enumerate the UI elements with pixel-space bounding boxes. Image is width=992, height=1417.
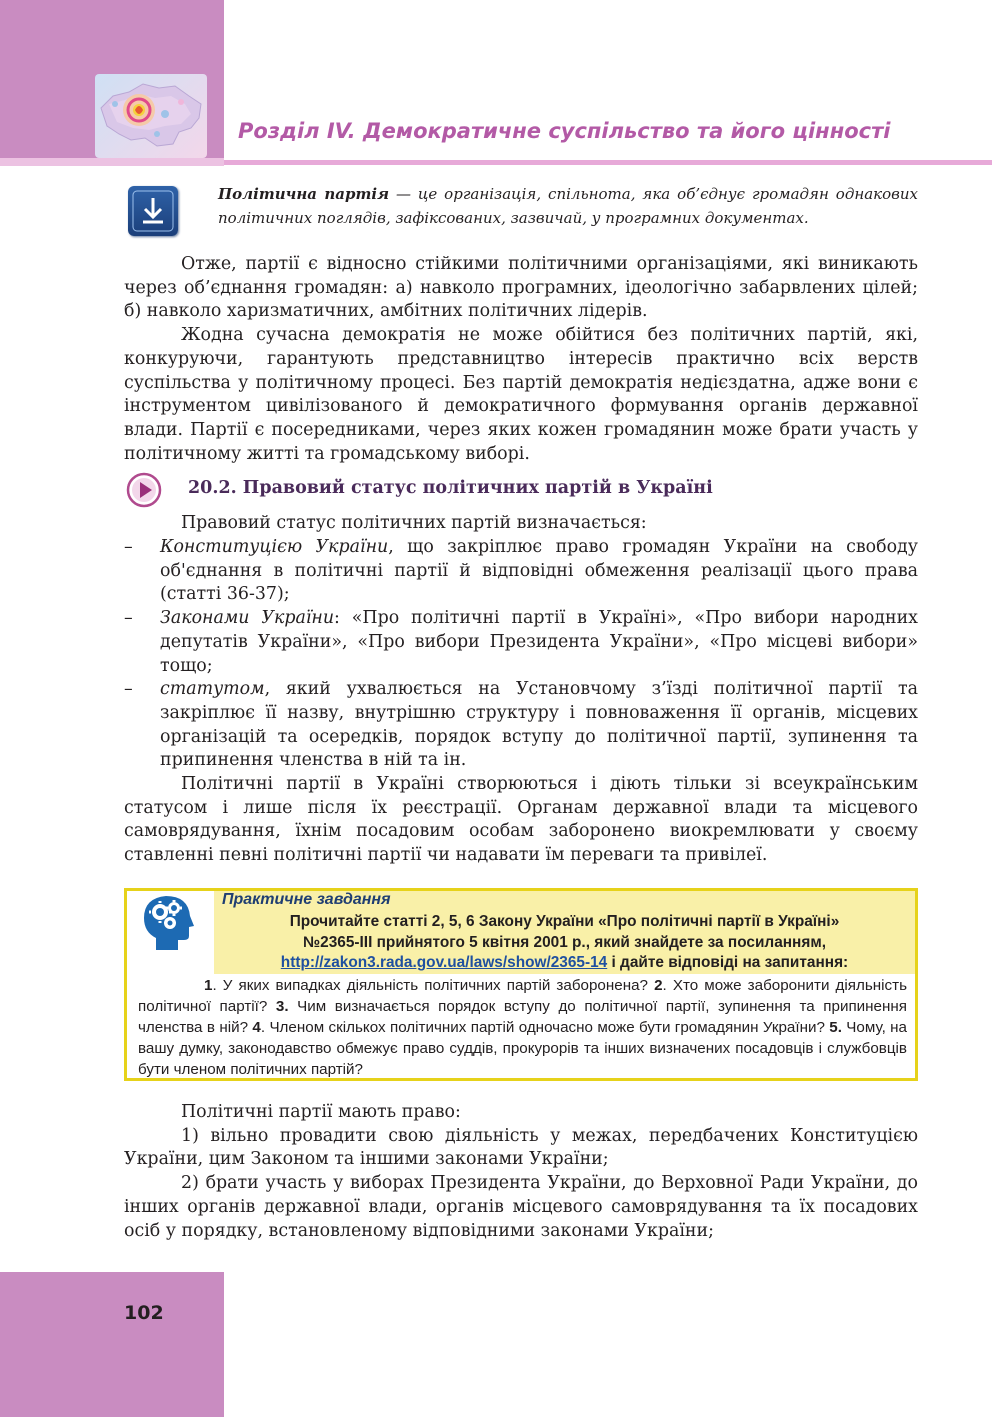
question-number: 1 bbox=[204, 977, 213, 994]
paragraph: Правовий статус політичних партій визначається: bbox=[181, 513, 647, 533]
list-item bbox=[124, 678, 918, 773]
ukraine-map-icon bbox=[95, 74, 207, 158]
task-instruction-line: Прочитайте статті 2, 5, 6 Закону України «Про політичні партії в Україні» bbox=[289, 913, 840, 930]
question-text: . Хто може заборонити діяльність політичної партії? bbox=[138, 977, 907, 1015]
footer-side-panel bbox=[0, 1272, 224, 1417]
header-divider-left bbox=[0, 158, 224, 166]
rights-item: 2) брати участь у виборах Президента України, до Верховної Ради України, до інших органів державної влади, органів місцевого самоврядування та їх посадових осіб у порядку, встановленому відповідними законами України; bbox=[124, 1173, 918, 1241]
download-icon bbox=[128, 186, 178, 236]
list-item-text: , що закріплює право громадян України на свободу об'єднання в політичні партії й відповідні обмеження реалізації цього права (статті 36-37); bbox=[160, 537, 918, 605]
rights-intro-bold: право bbox=[401, 1102, 456, 1122]
list-dash: – bbox=[124, 537, 133, 557]
body-text-after-list bbox=[124, 773, 918, 868]
rights-intro-colon: : bbox=[455, 1102, 461, 1122]
page-number: 102 bbox=[124, 1302, 164, 1324]
task-title: Практичне завдання bbox=[222, 891, 391, 908]
section-heading: 20.2. Правовий статус політичних партій в Україні bbox=[188, 478, 713, 498]
paragraph: Отже, партії є відносно стійкими політичними організаціями, які виникають через об’єднання громадян: а) навколо програмних, ідеологічно забарвлених цілей; б) навколо харизматичних, амбітних політичних лідерів. bbox=[124, 254, 918, 322]
task-instruction-line bbox=[214, 953, 915, 974]
list-dash: – bbox=[124, 608, 133, 629]
section-intro bbox=[124, 512, 918, 536]
law-link[interactable]: http://zakon3.rada.gov.ua/laws/show/2365-14 bbox=[280, 954, 608, 971]
paragraph: Жодна сучасна демократія не може обійтися без політичних партій, які, конкуруючи, гарантують представництво інтересів практично всіх верств суспільства у політичному процесі. Без партій демократія недієздатна, адже вони є інструментом цивілізованого й демократичного формування органів державної влади. Партії є посередниками, через яких кожен громадянин може брати участь у політичному житті та громадському виборі. bbox=[124, 325, 918, 464]
chapter-title: Розділ IV. Демократичне суспільство та його цінності bbox=[238, 119, 891, 143]
question-text: . У яких випадках діяльність політичних партій заборонена? bbox=[212, 977, 655, 994]
question-number: 2 bbox=[654, 977, 663, 994]
definition-term: Політична партія bbox=[218, 185, 390, 203]
task-instructions bbox=[214, 912, 915, 974]
list-item bbox=[124, 607, 918, 678]
list-item-emphasis: статутом bbox=[160, 679, 265, 700]
list-dash: – bbox=[124, 679, 133, 700]
list-item-text: : «Про політичні партії в Україні», «Про вибори народних депутатів України», «Про вибори Президента України», «Про місцеві вибори» тощо; bbox=[160, 608, 918, 676]
question-text: . Членом скількох політичних партій одночасно може бути громадянин України? bbox=[260, 1019, 830, 1036]
task-instruction-line: №2365-ІІІ прийнятого 5 квітня 2001 р., який знайдете за посиланням, bbox=[303, 933, 826, 951]
rights-intro bbox=[124, 1101, 918, 1125]
question-number: 3. bbox=[275, 998, 289, 1015]
task-instruction-tail: і дайте відповіді на запитання: bbox=[607, 954, 849, 971]
list-item-emphasis: Законами України bbox=[160, 608, 335, 629]
definition-text: — це організація, спільнота, яка об’єднує громадян однакових політичних поглядів, зафіксованих, зазвичай, у програмних документах. bbox=[218, 185, 918, 227]
list-item-text: , який ухвалюється на Установчому з’їзді політичної партії та закріплює її назву, внутрішню структуру і повноваження її органів, місцевих організацій та осередків, порядок вступу до політичної партії, зупинення та припинення членства в ній та ін. bbox=[160, 679, 918, 771]
question-text: Чому, на вашу думку, законодавство обмежує право суддів, прокурорів та інших визначених посадовців і службовців бути членом політичних партій? bbox=[138, 1019, 907, 1078]
rights-section bbox=[124, 1101, 918, 1243]
head-gears-icon bbox=[136, 890, 200, 956]
question-number: 5. bbox=[829, 1019, 842, 1036]
rights-intro-text: Політичні партії мають bbox=[181, 1102, 402, 1122]
question-text: Чим визначається порядок вступу до політичної партії, зупинення та припинення членства в ній? bbox=[138, 998, 907, 1036]
list-item bbox=[124, 536, 918, 607]
rights-item: 1) вільно провадити свою діяльність у межах, передбачених Конституцією України, цим Законом та іншими законами України; bbox=[124, 1125, 918, 1170]
definition bbox=[218, 182, 918, 230]
task-questions bbox=[138, 975, 907, 1080]
body-text-top bbox=[124, 253, 918, 466]
header-divider bbox=[224, 160, 992, 165]
question-number: 4 bbox=[252, 1019, 261, 1036]
legal-basis-list bbox=[124, 536, 918, 773]
play-icon bbox=[126, 472, 162, 508]
list-item-emphasis: Конституцією України bbox=[160, 537, 389, 557]
paragraph: Політичні партії в Україні створюються і діють тільки зі всеукраїнським статусом і лише після їх реєстрації. Органам державної влади та місцевого самоврядування, їхнім посадовим особам заборонено виокремлювати у своєму ставленні певні політичні партії чи надавати їм переваги та привілеї. bbox=[124, 774, 918, 866]
